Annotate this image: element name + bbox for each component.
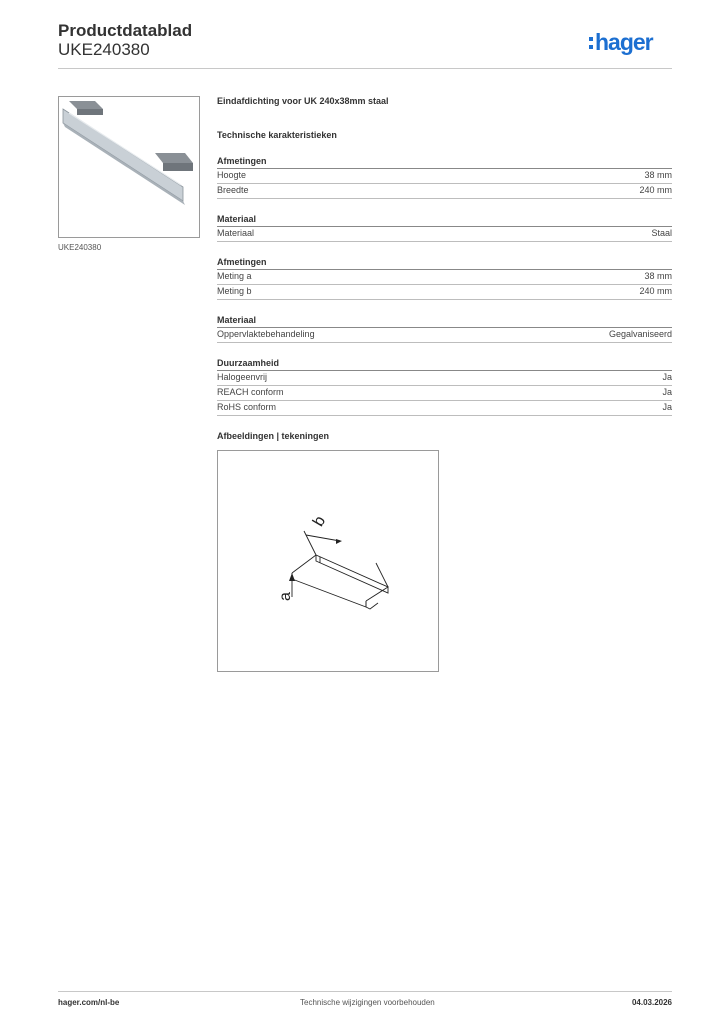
spec-row: [217, 386, 672, 401]
spec-value: 240 mm: [639, 185, 672, 195]
spec-row: [217, 227, 672, 242]
spec-label: Hoogte: [217, 170, 247, 180]
product-image: [58, 96, 200, 238]
technical-drawing: [217, 450, 439, 672]
spec-label: Breedte: [217, 185, 249, 195]
spec-value: Ja: [662, 387, 672, 397]
spec-row: [217, 184, 672, 199]
spec-group-measurements: [217, 256, 672, 300]
spec-group-sustainability: [217, 357, 672, 416]
spec-row: [217, 328, 672, 343]
spec-row: [217, 371, 672, 386]
dimension-drawing-icon: [218, 451, 438, 671]
page-title: Productdatablad: [58, 21, 193, 40]
spec-group-surface: [217, 314, 672, 343]
spec-row: [217, 401, 672, 416]
spec-value: Ja: [662, 372, 672, 382]
spec-label: Halogeenvrij: [217, 372, 268, 382]
spec-label: Materiaal: [217, 228, 255, 238]
spec-value: 240 mm: [639, 286, 672, 296]
spec-value: Ja: [662, 402, 672, 412]
dimension-b-label: b: [309, 513, 330, 530]
specs-title: Technische karakteristieken: [217, 130, 337, 140]
spec-label: Meting a: [217, 271, 252, 281]
spec-label: RoHS conform: [217, 402, 277, 412]
spec-row: [217, 169, 672, 184]
spec-row: [217, 285, 672, 300]
product-code-heading: UKE240380: [58, 40, 150, 59]
spec-row: [217, 270, 672, 285]
spec-group-dimensions: [217, 155, 672, 199]
spec-value: Staal: [651, 228, 672, 238]
footer-date: 04.03.2026: [631, 998, 672, 1007]
hager-logo: [588, 28, 672, 58]
logo-text: hager: [595, 29, 653, 55]
footer-divider: [58, 991, 672, 992]
spec-label: Oppervlaktebehandeling: [217, 329, 315, 339]
spec-label: Meting b: [217, 286, 252, 296]
spec-group-title: Materiaal: [217, 213, 672, 227]
spec-group-material: [217, 213, 672, 242]
spec-group-title: Afmetingen: [217, 256, 672, 270]
spec-group-title: Afmetingen: [217, 155, 672, 169]
spec-label: REACH conform: [217, 387, 284, 397]
spec-value: 38 mm: [644, 170, 672, 180]
spec-group-title: Materiaal: [217, 314, 672, 328]
spec-group-title: Duurzaamheid: [217, 357, 672, 371]
dimension-a-label: a: [277, 592, 294, 601]
footer-website-link[interactable]: hager.com/nl-be: [58, 998, 120, 1007]
spec-value: Gegalvaniseerd: [608, 329, 672, 339]
end-seal-product-icon: [59, 97, 199, 237]
drawings-title: Afbeeldingen | tekeningen: [217, 431, 330, 441]
content-column: [217, 95, 672, 672]
spec-value: 38 mm: [644, 271, 672, 281]
image-caption: UKE240380: [58, 243, 102, 252]
footer-disclaimer: Technische wijzigingen voorbehouden: [300, 998, 435, 1007]
product-description: Eindafdichting voor UK 240x38mm staal: [217, 96, 389, 106]
header-divider: [58, 68, 672, 69]
